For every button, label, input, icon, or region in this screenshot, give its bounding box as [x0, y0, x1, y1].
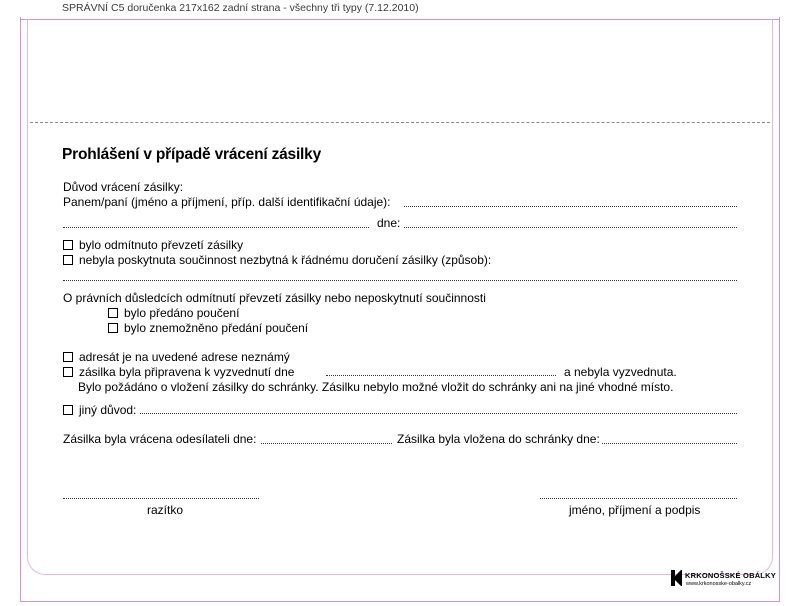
checkbox[interactable] [108, 308, 118, 318]
date-label: dne: [377, 216, 401, 230]
no-cooperation-field[interactable] [63, 280, 737, 281]
logo-url: www.krkonosske-obalky.cz [686, 581, 752, 587]
placed-in-mailbox-label: Zásilka byla vložena do schránky dne: [397, 432, 600, 446]
logo-name: KRKONOŠSKÉ OBÁLKY [685, 571, 776, 580]
checkbox[interactable] [63, 405, 73, 415]
option-instruction-prevented-label: bylo znemožněno předání poučení [124, 321, 309, 335]
option-refused[interactable] [63, 238, 243, 252]
form-title: Prohlášení v případě vrácení zásilky [62, 146, 322, 163]
not-picked-up-text: a nebyla vyzvednuta. [564, 365, 677, 379]
checkbox[interactable] [63, 352, 73, 362]
legal-consequences-text: O právních důsledcích odmítnutí převzetí zásilky nebo neposkytnutí součinnosti [63, 291, 486, 305]
pickup-date-field[interactable] [326, 375, 556, 376]
person-field-continued[interactable] [63, 227, 369, 228]
date-field[interactable] [404, 227, 737, 228]
person-label: Panem/paní (jméno a příjmení, příp. další identifikační údaje): [63, 195, 391, 209]
person-field[interactable] [404, 206, 737, 207]
checkbox[interactable] [63, 255, 73, 265]
mailbox-note: Bylo požádáno o vložení zásilky do schránky. Zásilku nebylo možné vložit do schránky ani na jiné vhodné místo. [78, 380, 674, 394]
option-ready-for-pickup[interactable] [63, 365, 294, 379]
checkbox[interactable] [108, 323, 118, 333]
stamp-line[interactable] [63, 498, 259, 499]
reason-label: Důvod vrácení zásilky: [63, 180, 184, 194]
option-unknown-address[interactable] [63, 350, 290, 364]
header-caption: SPRÁVNÍ C5 doručenka 217x162 zadní strana - všechny tři typy (7.12.2010) [62, 2, 419, 14]
checkbox[interactable] [63, 367, 73, 377]
fold-line [30, 122, 770, 123]
option-unknown-address-label: adresát je na uvedené adrese neznámý [79, 350, 290, 364]
option-instruction-prevented[interactable] [108, 321, 308, 335]
krkonosske-obalky-logo-icon [671, 570, 682, 586]
stamp-label: razítko [147, 503, 184, 517]
other-reason-field[interactable] [140, 413, 737, 414]
option-ready-for-pickup-label: zásilka byla připravena k vyzvednutí dne [79, 365, 295, 379]
option-instruction-given-label: bylo předáno poučení [124, 306, 240, 320]
signature-label: jméno, příjmení a podpis [569, 503, 701, 517]
option-other-reason[interactable] [63, 403, 136, 417]
returned-to-sender-label: Zásilka byla vrácena odesílateli dne: [63, 432, 257, 446]
option-no-cooperation-label: nebyla poskytnuta součinnost nezbytná k řádnému doručení zásilky (způsob): [79, 253, 492, 267]
option-instruction-given[interactable] [108, 306, 239, 320]
returned-date-field[interactable] [261, 443, 392, 444]
option-other-reason-label: jiný důvod: [79, 403, 137, 417]
mailbox-date-field[interactable] [602, 443, 737, 444]
checkbox[interactable] [63, 240, 73, 250]
option-no-cooperation[interactable] [63, 253, 491, 267]
option-refused-label: bylo odmítnuto převzetí zásilky [79, 238, 244, 252]
signature-line[interactable] [540, 498, 737, 499]
